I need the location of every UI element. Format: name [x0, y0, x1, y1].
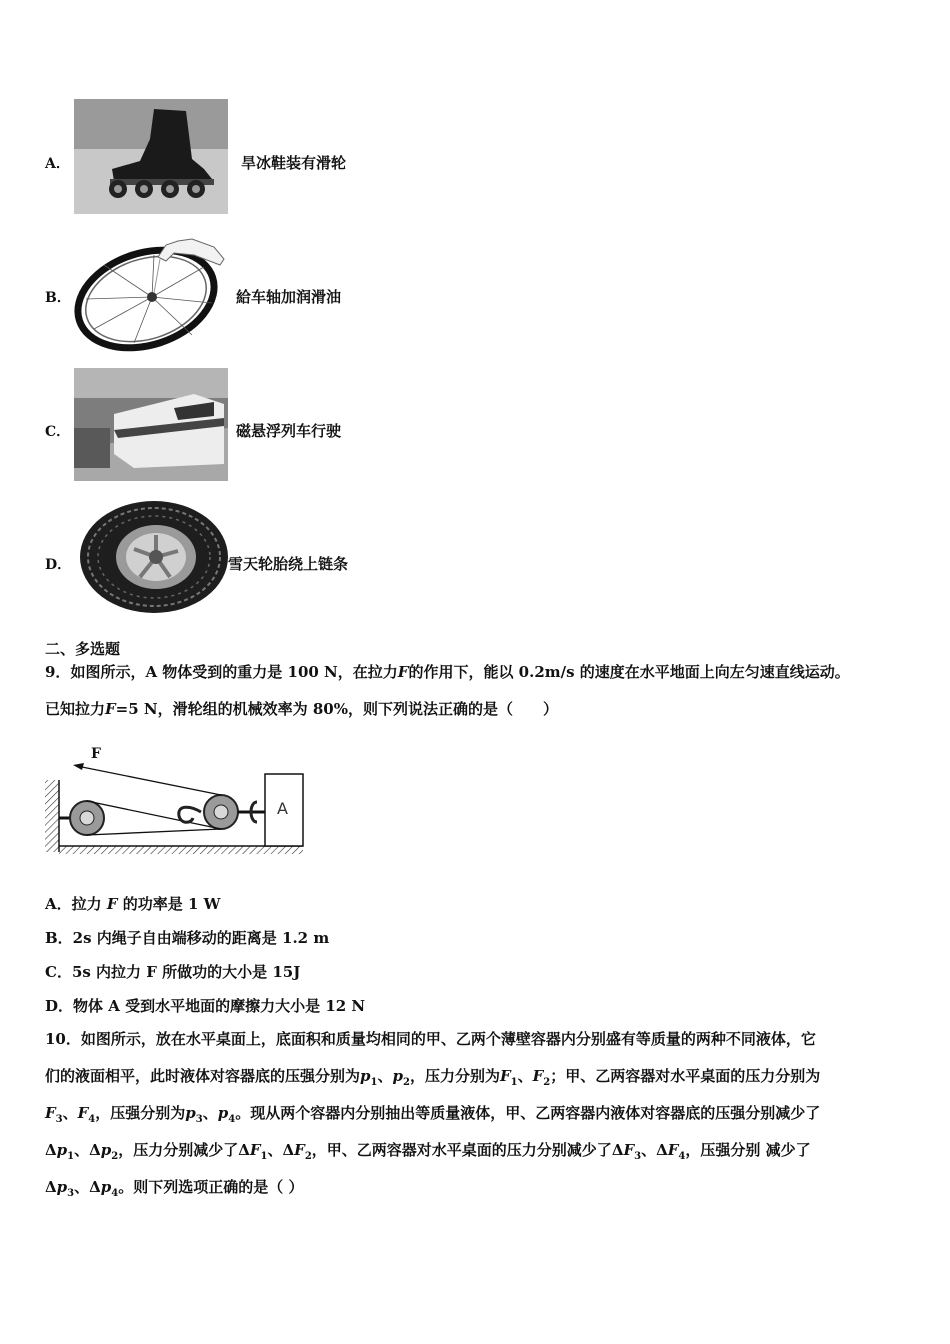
question-9-line-2: 已知拉力F=5 N，滑轮组的机械效率为 80%，则下列说法正确的是（ ）	[45, 700, 558, 718]
question-10-line-2: 们的液面相平，此时液体对容器底的压强分别为$p_1$、$p_2$，压力分别为$F_1$、$F_2$；甲、乙两容器对水平桌面的压力分别为	[45, 1067, 821, 1088]
option-letter: C．	[45, 424, 71, 440]
option-text: 磁悬浮列车行驶	[236, 422, 342, 440]
option-text: 雪天轮胎绕上链条	[228, 555, 349, 573]
inline-skate-photo	[74, 99, 228, 214]
option-letter: B．	[45, 290, 71, 306]
pulley-diagram	[43, 742, 305, 858]
choice-d: D．物体 A 受到水平地面的摩擦力大小是 12 N	[45, 997, 366, 1015]
question-number: 9．	[45, 663, 71, 681]
choice-c: C．5s 内拉力 F 所做功的大小是 15J	[45, 963, 301, 981]
question-9-line-1: 9．如图所示，A 物体受到的重力是 100 N，在拉力F的作用下，能以 0.2m/s 的速度在水平地面上向左匀速直线运动。	[45, 663, 850, 681]
choice-b: B．2s 内绳子自由端移动的距离是 1.2 m	[45, 929, 330, 947]
option-text: 給车轴加润滑油	[236, 288, 342, 306]
option-letter: D．	[45, 557, 72, 573]
question-10-line-5: $\Delta p_3$、$\Delta p_4$。则下列选项正确的是（ ）	[45, 1178, 304, 1199]
snow-chain-tire-photo	[74, 499, 228, 616]
force-label: F	[91, 746, 101, 762]
choice-a: A．拉力 F 的功率是 1 W	[45, 895, 221, 913]
maglev-train-photo	[74, 368, 228, 481]
question-10-line-1: 10．如图所示，放在水平桌面上，底面积和质量均相同的甲、乙两个薄壁容器内分别盛有等质量的两种不同液体，它	[45, 1030, 816, 1048]
section-title: 二、多选题	[45, 640, 121, 658]
question-10-line-4: $\Delta p_1$、$\Delta p_2$，压力分别减少了$\Delta F_1$、$\Delta F_2$，甲、乙两容器对水平桌面的压力分别减少了$\Delta F_3$、$\Delta F_4$，压强分别 减少了	[45, 1141, 811, 1162]
option-letter: A．	[45, 156, 70, 172]
option-text: 旱冰鞋装有滑轮	[241, 154, 347, 172]
bicycle-wheel-photo	[74, 237, 228, 352]
question-10-line-3: $F_3$、$F_4$，压强分别为$p_3$、$p_4$。现从两个容器内分别抽出等质量液体，甲、乙两容器内液体对容器底的压强分别减少了	[45, 1104, 821, 1125]
block-label: A	[277, 799, 288, 818]
